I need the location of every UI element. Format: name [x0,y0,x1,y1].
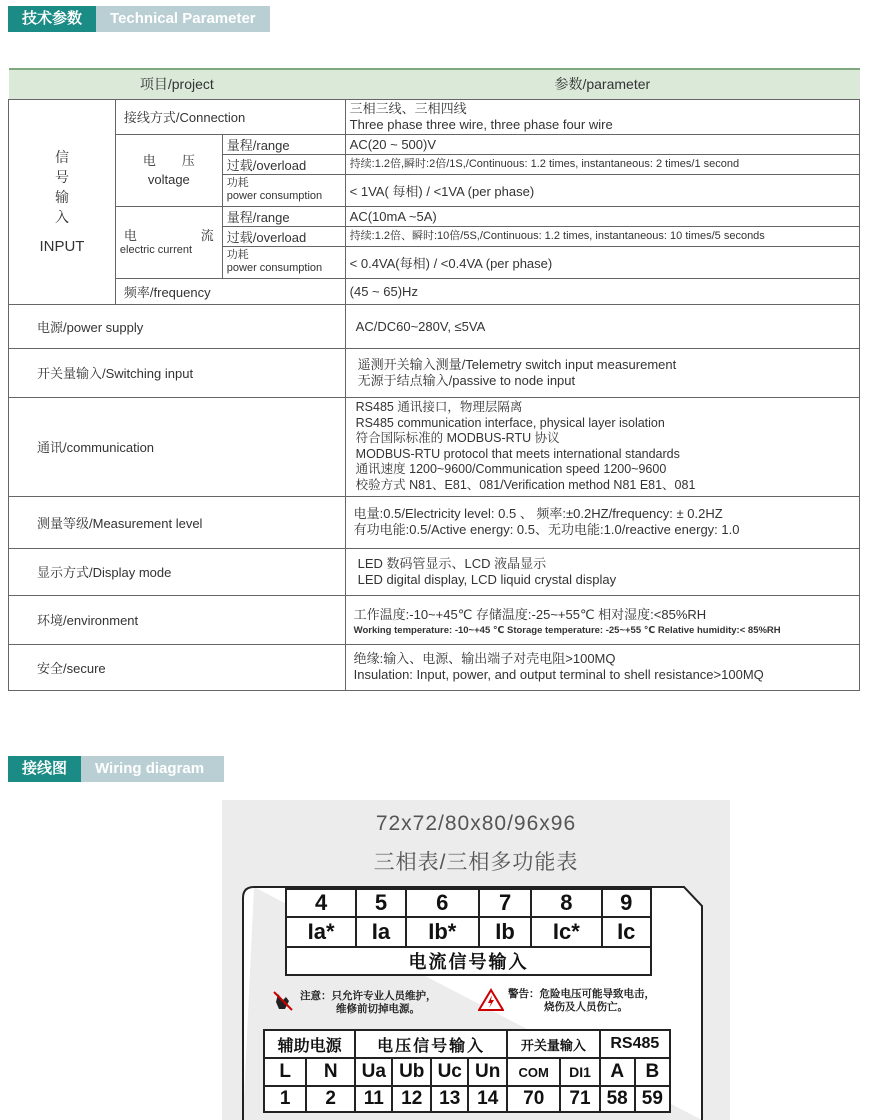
comm-value-4: MODBUS-RTU protocol that meets international standards [355,446,680,461]
terminal-number: 9 [602,889,652,917]
section-title-cn: 技术参数 [8,6,96,32]
table-row [9,548,860,595]
table-row [9,134,860,154]
connection-value-en: Three phase three wire, three phase four wire [349,116,613,132]
measure-value [345,496,859,548]
frequency-label: 频率/frequency [115,278,345,304]
comm-label: 通讯/communication [9,397,346,496]
display-value-2: LED digital display, LCD liquid crystal display [357,571,617,587]
terminal-label: Ic [602,917,652,947]
bottom-terminal-block [263,1029,671,1113]
env-label: 环境/environment [9,595,346,644]
env-value-1: 工作温度:-10~+45℃ 存储温度:-25~+55℃ 相对湿度:<85%RH [353,606,707,622]
note-text-2: 维修前切掉电源。 [336,1003,420,1015]
table-header-row [9,69,860,99]
terminal-label: Ic* [531,917,601,947]
c-range-value: AC(10mA ~5A) [345,206,859,226]
frequency-value: (45 ~ 65)Hz [345,278,859,304]
input-cn-3: 输 [54,188,69,205]
terminal-label: COM [507,1058,560,1086]
terminal-label: Ib [479,917,531,947]
group-switch-input: 开关量输入 [507,1030,600,1058]
power-supply-value: AC/DC60~280V, ≤5VA [345,304,859,348]
current-cn-2: 流 [200,227,214,243]
warning-text-1: 危险电压可能导致电击， [539,988,655,1000]
c-power-cn: 功耗 [226,249,249,261]
table-row [9,595,860,644]
input-group-label [9,99,116,304]
terminal-number: 14 [468,1086,507,1112]
terminal-number: 7 [479,889,531,917]
warning-text-2: 烧伤及人员伤亡。 [544,1001,628,1013]
voltage-en: voltage [147,172,190,187]
terminal-label: Uc [431,1058,468,1086]
switching-value [345,348,859,397]
terminal-label: L [264,1058,306,1086]
terminal-label: Ia [356,917,405,947]
comm-value-2: RS485 communication interface, physical layer isolation [355,415,665,430]
input-cn-1: 信 [54,148,69,165]
input-cn-4: 入 [54,208,69,225]
connection-value-cn: 三相三线、三相四线 [349,100,467,116]
voltage-cn-2: 压 [181,153,195,168]
table-row [9,348,860,397]
c-overload-label: 过载/overload [222,226,345,246]
terminal-number: 8 [531,889,601,917]
comm-value-1: RS485 通讯接口，物理层隔离 [355,400,523,414]
terminal-label: Ub [392,1058,431,1086]
secure-label: 安全/secure [9,644,346,690]
terminal-number: 59 [635,1086,670,1112]
group-rs485: RS485 [600,1030,670,1058]
terminal-number: 13 [431,1086,468,1112]
terminal-number: 71 [560,1086,599,1112]
v-overload-label: 过载/overload [222,154,345,174]
terminal-number: 4 [286,889,356,917]
terminal-number: 1 [264,1086,306,1112]
top-terminal-block [285,888,652,976]
hand-warning-icon [272,990,294,1012]
v-power-value: < 1VA( 每相) / <1VA (per phase) [345,174,859,206]
table-row [9,206,860,226]
measure-label: 测量等级/Measurement level [9,496,346,548]
voltage-warning [478,988,655,1014]
section-title-en: Wiring diagram [81,756,224,782]
secure-value [345,644,859,690]
terminal-number: 58 [600,1086,635,1112]
secure-value-1: 绝缘:输入、电源、输出端子对壳电阻>100MQ [353,651,616,666]
comm-value-6: 校验方式 N81、E81、081/Verification method N81 E81、081 [355,477,696,492]
terminal-label: A [600,1058,635,1086]
v-range-label: 量程/range [222,134,345,154]
terminal-number: 5 [356,889,405,917]
terminal-number: 70 [507,1086,560,1112]
table-row [9,496,860,548]
terminal-label: DI1 [560,1058,599,1086]
comm-value-5: 通讯速度 1200~9600/Communication speed 1200~9600 [355,462,667,476]
env-value [345,595,859,644]
table-row [9,397,860,496]
diagram-size-text: 72x72/80x80/96x96 [375,812,577,835]
note-text-1: 只允许专业人员维护， [331,990,437,1002]
terminal-label: N [306,1058,355,1086]
v-power-cn: 功耗 [226,177,249,189]
display-value [345,548,859,595]
measure-value-2: 有功电能:0.5/Active energy: 0.5、无功电能:1.0/reactive energy: 1.0 [353,522,740,537]
display-value-1: LED 数码管显示、LCD 液晶显示 [357,555,547,571]
c-power-en: power consumption [226,262,323,274]
current-cn-1: 电 [123,227,137,243]
section-title-cn: 接线图 [8,756,81,782]
table-row [9,304,860,348]
v-power-label [222,174,345,206]
c-power-value: < 0.4VA(每相) / <0.4VA (per phase) [345,246,859,278]
maintenance-note [272,990,437,1016]
input-en: INPUT [39,237,85,255]
header-parameter: 参数/parameter [345,69,859,99]
note-label: 注意： [300,990,332,1002]
v-overload-value: 持续:1.2倍,瞬时:2倍/1S,/Continuous: 1.2 times, instantaneous: 2 times/1 second [345,154,859,174]
terminal-label: Ia* [286,917,356,947]
switching-value-1: 遥测开关输入测量/Telemetry switch input measurement [357,356,677,372]
current-label [115,206,222,278]
terminal-label: Ib* [406,917,479,947]
connection-value [345,99,859,134]
terminal-number: 12 [392,1086,431,1112]
terminal-number: 11 [355,1086,392,1112]
section-header-technical [8,6,270,32]
c-power-label [222,246,345,278]
c-range-label: 量程/range [222,206,345,226]
parameter-table [8,68,860,691]
terminal-label: Un [468,1058,507,1086]
header-project: 项目/project [9,69,346,99]
input-cn-2: 号 [54,168,69,185]
measure-value-1: 电量:0.5/Electricity level: 0.5 、 频率:±0.2HZ/frequency: ± 0.2HZ [353,506,723,521]
diagram-name-text: 三相表/三相多功能表 [373,851,579,874]
terminal-label: B [635,1058,670,1086]
section-header-wiring [8,756,224,782]
v-power-en: power consumption [226,190,323,202]
terminal-number: 2 [306,1086,355,1112]
terminal-label: Ua [355,1058,392,1086]
power-supply-label: 电源/power supply [9,304,346,348]
table-row [9,278,860,304]
comm-value-3: 符合国际标准的 MODBUS-RTU 协议 [355,431,560,445]
env-value-2: Working temperature: -10~+45 ℃ Storage temperature: -25~+55 ℃ Relative humidity:< 85%RH [353,624,781,636]
current-en: electric current [119,243,193,256]
high-voltage-icon [478,988,504,1012]
group-voltage-input: 电压信号输入 [355,1030,507,1058]
c-overload-value: 持续:1.2倍、瞬时:10倍/5S,/Continuous: 1.2 times, instantaneous: 10 times/5 seconds [345,226,859,246]
voltage-cn-1: 电 [142,153,156,168]
comm-value [345,397,859,496]
current-input-label: 电流信号输入 [286,947,651,975]
table-row [9,99,860,134]
terminal-number: 6 [406,889,479,917]
voltage-label [115,134,222,206]
secure-value-2: Insulation: Input, power, and output terminal to shell resistance>100MQ [353,667,764,682]
section-title-en: Technical Parameter [96,6,270,32]
warning-label: 警告： [508,988,540,1000]
group-aux-power: 辅助电源 [264,1030,355,1058]
table-row [9,644,860,690]
switching-value-2: 无源于结点输入/passive to node input [357,372,576,388]
switching-label: 开关量输入/Switching input [9,348,346,397]
v-range-value: AC(20 ~ 500)V [345,134,859,154]
display-label: 显示方式/Display mode [9,548,346,595]
connection-label: 接线方式/Connection [115,99,345,134]
